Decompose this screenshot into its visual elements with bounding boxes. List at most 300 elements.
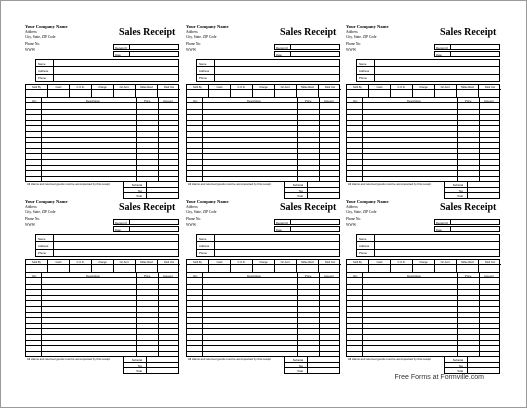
totals-divider bbox=[467, 363, 468, 368]
items-col-label: Price bbox=[465, 274, 472, 278]
customer-row bbox=[197, 67, 339, 74]
payment-col bbox=[435, 260, 457, 272]
items-col-label: Price bbox=[305, 99, 312, 103]
field-label: Date bbox=[276, 227, 282, 232]
totals-label: Tax bbox=[137, 363, 142, 368]
cell-divider bbox=[413, 264, 434, 265]
customer-label: Address bbox=[38, 68, 49, 73]
item-row-line bbox=[347, 148, 499, 149]
payment-col bbox=[187, 85, 209, 97]
payment-col-label: Paid Out bbox=[324, 260, 336, 264]
field-label: Date bbox=[436, 52, 442, 57]
items-header bbox=[26, 98, 178, 103]
payment-col-label: Charge bbox=[419, 85, 428, 89]
column-divider bbox=[136, 273, 137, 356]
items-col-label: Price bbox=[144, 99, 151, 103]
field-label: Receipt # bbox=[436, 220, 448, 225]
item-row-line bbox=[187, 284, 339, 285]
customer-row bbox=[36, 67, 178, 74]
items-col-label: Amount bbox=[163, 274, 173, 278]
item-row-line bbox=[26, 317, 178, 318]
item-row-line bbox=[347, 137, 499, 138]
payment-col bbox=[136, 260, 158, 272]
items-col-label: Description bbox=[407, 99, 421, 103]
item-row-line bbox=[187, 300, 339, 301]
phone-line: Phone No. bbox=[186, 42, 202, 46]
column-divider bbox=[158, 273, 159, 356]
items-col-label: Qty bbox=[193, 274, 198, 278]
totals-label: Subtotal bbox=[452, 183, 463, 187]
field-label: Receipt # bbox=[115, 220, 127, 225]
customer-row bbox=[197, 250, 339, 257]
item-row-line bbox=[26, 120, 178, 121]
row-divider bbox=[214, 242, 215, 248]
item-row-line bbox=[347, 109, 499, 110]
items-header bbox=[347, 98, 499, 103]
cell-divider bbox=[209, 89, 230, 90]
company-name: Your Company Name bbox=[186, 24, 229, 29]
payment-col-label: Mdse Retd bbox=[140, 85, 153, 89]
field-divider bbox=[129, 220, 130, 224]
cell-divider bbox=[457, 89, 478, 90]
receipt-number-field bbox=[434, 44, 500, 50]
item-row-line bbox=[347, 165, 499, 166]
customer-row bbox=[36, 75, 178, 82]
row-divider bbox=[374, 60, 375, 66]
www-line: WWW bbox=[346, 48, 357, 52]
receipt-title: Sales Receipt bbox=[280, 202, 337, 213]
city-line: City, State, ZIP Code bbox=[186, 210, 217, 214]
row-divider bbox=[374, 67, 375, 73]
address-line: Address bbox=[25, 30, 37, 34]
payment-info-table bbox=[186, 259, 340, 273]
payment-col bbox=[479, 85, 501, 97]
cell-divider bbox=[297, 89, 318, 90]
customer-box bbox=[196, 59, 340, 82]
customer-box bbox=[356, 59, 500, 82]
item-row-line bbox=[347, 351, 499, 352]
cell-divider bbox=[369, 89, 390, 90]
payment-col-label: Paid Out bbox=[163, 85, 175, 89]
receipt-number-field bbox=[434, 219, 500, 225]
receipt-number-field bbox=[274, 44, 340, 50]
payment-col bbox=[114, 260, 136, 272]
payment-col bbox=[369, 260, 391, 272]
field-divider bbox=[129, 227, 130, 231]
field-divider bbox=[290, 52, 291, 56]
field-label: Receipt # bbox=[436, 45, 448, 50]
payment-col-label: Cash bbox=[216, 85, 223, 89]
cell-divider bbox=[70, 89, 91, 90]
items-col-label: Amount bbox=[484, 99, 494, 103]
sales-receipt bbox=[346, 199, 501, 374]
totals-label: Tax bbox=[298, 188, 303, 193]
customer-label: Name bbox=[199, 236, 207, 241]
field-label: Receipt # bbox=[115, 45, 127, 50]
payment-col-label: C.O.D. bbox=[397, 260, 406, 264]
payment-info-table bbox=[25, 259, 179, 273]
item-row-line bbox=[347, 323, 499, 324]
customer-box bbox=[196, 234, 340, 257]
customer-row bbox=[357, 75, 499, 82]
item-row-line bbox=[347, 345, 499, 346]
column-divider bbox=[136, 98, 137, 181]
items-col-label: Amount bbox=[324, 274, 334, 278]
return-policy-note: All claims and returned goods must be accompanied by this receipt bbox=[27, 357, 111, 361]
date-field bbox=[274, 51, 340, 57]
cell-divider bbox=[275, 264, 296, 265]
sales-receipt bbox=[186, 199, 341, 374]
item-row-line bbox=[187, 137, 339, 138]
payment-col bbox=[158, 85, 180, 97]
payment-col-label: Charge bbox=[259, 260, 268, 264]
payment-col-label: Cash bbox=[55, 260, 62, 264]
item-row-line bbox=[26, 125, 178, 126]
item-row-line bbox=[187, 328, 339, 329]
payment-col-label: C.O.D. bbox=[76, 260, 85, 264]
field-label: Date bbox=[115, 227, 121, 232]
company-name: Your Company Name bbox=[25, 24, 68, 29]
totals-label: Total bbox=[457, 194, 463, 199]
cell-divider bbox=[26, 264, 47, 265]
item-row-line bbox=[347, 125, 499, 126]
column-divider bbox=[41, 98, 42, 181]
item-row-line bbox=[187, 142, 339, 143]
items-table bbox=[186, 98, 340, 182]
customer-label: Address bbox=[38, 243, 49, 248]
items-col-label: Qty bbox=[32, 99, 37, 103]
customer-row bbox=[36, 242, 178, 249]
field-divider bbox=[450, 227, 451, 231]
field-label: Date bbox=[276, 52, 282, 57]
payment-col bbox=[319, 260, 341, 272]
customer-row bbox=[357, 60, 499, 67]
totals-divider bbox=[146, 368, 147, 374]
field-divider bbox=[450, 220, 451, 224]
cell-divider bbox=[48, 89, 69, 90]
item-row-line bbox=[347, 295, 499, 296]
cell-divider bbox=[158, 264, 180, 265]
item-row-line bbox=[187, 295, 339, 296]
item-row-line bbox=[187, 312, 339, 313]
totals-label: Subtotal bbox=[292, 183, 303, 187]
column-divider bbox=[158, 98, 159, 181]
city-line: City, State, ZIP Code bbox=[25, 210, 56, 214]
items-col-label: Description bbox=[86, 99, 100, 103]
credit-text: Free Forms at Formville.com bbox=[394, 374, 484, 381]
field-divider bbox=[129, 45, 130, 49]
item-row-line bbox=[187, 153, 339, 154]
totals-divider bbox=[146, 193, 147, 199]
totals-divider bbox=[467, 193, 468, 199]
payment-col-label: On Acct. bbox=[440, 260, 451, 264]
payment-col-label: C.O.D. bbox=[397, 85, 406, 89]
cell-divider bbox=[187, 264, 208, 265]
payment-col-label: Cash bbox=[376, 260, 383, 264]
item-row-line bbox=[187, 148, 339, 149]
field-label: Date bbox=[436, 227, 442, 232]
customer-label: Name bbox=[359, 236, 367, 241]
field-divider bbox=[290, 227, 291, 231]
items-table bbox=[346, 273, 500, 357]
totals-box bbox=[444, 182, 500, 199]
payment-col bbox=[275, 260, 297, 272]
item-row-line bbox=[187, 170, 339, 171]
city-line: City, State, ZIP Code bbox=[25, 35, 56, 39]
field-divider bbox=[290, 45, 291, 49]
cell-divider bbox=[435, 89, 456, 90]
payment-col-label: On Acct. bbox=[440, 85, 451, 89]
cell-divider bbox=[369, 264, 390, 265]
www-line: WWW bbox=[25, 223, 36, 227]
receipt-title: Sales Receipt bbox=[440, 202, 497, 213]
payment-col bbox=[413, 260, 435, 272]
return-policy-note: All claims and returned goods must be accompanied by this receipt bbox=[348, 357, 432, 361]
items-table bbox=[25, 98, 179, 182]
payment-col-label: On Acct. bbox=[280, 260, 291, 264]
payment-col bbox=[253, 85, 275, 97]
column-divider bbox=[319, 98, 320, 181]
payment-col-label: Mdse Retd bbox=[301, 260, 314, 264]
cell-divider bbox=[275, 89, 296, 90]
item-row-line bbox=[347, 328, 499, 329]
totals-label: Total bbox=[297, 194, 303, 199]
payment-col-label: Paid Out bbox=[324, 85, 336, 89]
cell-divider bbox=[187, 89, 208, 90]
address-line: Address bbox=[186, 30, 198, 34]
cell-divider bbox=[319, 89, 341, 90]
payment-col bbox=[413, 85, 435, 97]
payment-col bbox=[158, 260, 180, 272]
field-label: Receipt # bbox=[276, 220, 288, 225]
row-divider bbox=[374, 250, 375, 257]
totals-box bbox=[123, 182, 179, 199]
item-row-line bbox=[26, 142, 178, 143]
item-row-line bbox=[26, 306, 178, 307]
item-row-line bbox=[26, 334, 178, 335]
item-row-line bbox=[187, 345, 339, 346]
item-row-line bbox=[187, 125, 339, 126]
item-row-line bbox=[187, 317, 339, 318]
payment-col-label: Sold By bbox=[193, 260, 202, 264]
cell-divider bbox=[391, 89, 412, 90]
payment-col-label: Charge bbox=[98, 260, 107, 264]
sales-receipt bbox=[346, 24, 501, 199]
item-row-line bbox=[26, 153, 178, 154]
items-header bbox=[187, 273, 339, 278]
date-field bbox=[274, 226, 340, 232]
receipt-title: Sales Receipt bbox=[280, 27, 337, 38]
item-row-line bbox=[26, 148, 178, 149]
cell-divider bbox=[48, 264, 69, 265]
totals-label: Total bbox=[136, 369, 142, 374]
customer-label: Phone bbox=[359, 76, 368, 81]
row-divider bbox=[374, 242, 375, 248]
customer-label: Address bbox=[359, 68, 370, 73]
cell-divider bbox=[391, 264, 412, 265]
totals-label: Tax bbox=[458, 188, 463, 193]
items-table bbox=[186, 273, 340, 357]
payment-col bbox=[70, 260, 92, 272]
item-row-line bbox=[26, 340, 178, 341]
payment-col-label: Sold By bbox=[193, 85, 202, 89]
item-row-line bbox=[26, 109, 178, 110]
row-divider bbox=[53, 235, 54, 241]
city-line: City, State, ZIP Code bbox=[346, 35, 377, 39]
customer-row bbox=[357, 242, 499, 249]
totals-divider bbox=[146, 188, 147, 193]
items-col-label: Amount bbox=[163, 99, 173, 103]
totals-label: Total bbox=[297, 369, 303, 374]
customer-label: Name bbox=[38, 236, 46, 241]
items-header bbox=[347, 273, 499, 278]
item-row-line bbox=[26, 170, 178, 171]
address-line: Address bbox=[346, 205, 358, 209]
payment-col-label: Cash bbox=[376, 85, 383, 89]
items-col-label: Qty bbox=[353, 99, 358, 103]
payment-col bbox=[347, 85, 369, 97]
customer-box bbox=[35, 234, 179, 257]
company-name: Your Company Name bbox=[346, 199, 389, 204]
totals-divider bbox=[146, 357, 147, 362]
item-row-line bbox=[26, 165, 178, 166]
payment-info-table bbox=[25, 84, 179, 98]
totals-label: Subtotal bbox=[131, 183, 142, 187]
payment-col-label: On Acct. bbox=[280, 85, 291, 89]
totals-divider bbox=[307, 368, 308, 374]
payment-col-label: Sold By bbox=[353, 260, 362, 264]
totals-row bbox=[285, 368, 339, 374]
item-row-line bbox=[187, 289, 339, 290]
payment-col bbox=[187, 260, 209, 272]
payment-col bbox=[209, 85, 231, 97]
items-header bbox=[187, 98, 339, 103]
customer-label: Phone bbox=[199, 76, 208, 81]
payment-col-label: On Acct. bbox=[119, 260, 130, 264]
phone-line: Phone No. bbox=[25, 217, 41, 221]
receipt-number-field bbox=[113, 219, 179, 225]
item-row-line bbox=[187, 306, 339, 307]
row-divider bbox=[214, 235, 215, 241]
payment-col bbox=[369, 85, 391, 97]
items-col-label: Amount bbox=[324, 99, 334, 103]
totals-label: Total bbox=[457, 369, 463, 374]
item-row-line bbox=[26, 312, 178, 313]
cell-divider bbox=[457, 264, 478, 265]
column-divider bbox=[297, 98, 298, 181]
customer-row bbox=[357, 250, 499, 257]
date-field bbox=[434, 226, 500, 232]
items-col-label: Description bbox=[86, 274, 100, 278]
return-policy-note: All claims and returned goods must be accompanied by this receipt bbox=[27, 182, 111, 186]
cell-divider bbox=[158, 89, 180, 90]
row-divider bbox=[214, 75, 215, 82]
row-divider bbox=[53, 75, 54, 82]
phone-line: Phone No. bbox=[346, 42, 362, 46]
payment-col bbox=[391, 260, 413, 272]
cell-divider bbox=[136, 89, 157, 90]
customer-label: Address bbox=[199, 243, 210, 248]
customer-box bbox=[35, 59, 179, 82]
item-row-line bbox=[347, 176, 499, 177]
item-row-line bbox=[26, 289, 178, 290]
payment-col-label: Paid Out bbox=[163, 260, 175, 264]
payment-col bbox=[231, 85, 253, 97]
payment-col bbox=[70, 85, 92, 97]
item-row-line bbox=[347, 334, 499, 335]
cell-divider bbox=[479, 89, 501, 90]
row-divider bbox=[214, 60, 215, 66]
column-divider bbox=[202, 273, 203, 356]
payment-col bbox=[253, 260, 275, 272]
customer-box bbox=[356, 234, 500, 257]
payment-col bbox=[297, 260, 319, 272]
field-divider bbox=[290, 220, 291, 224]
payment-col bbox=[209, 260, 231, 272]
payment-col bbox=[319, 85, 341, 97]
payment-col-label: Sold By bbox=[353, 85, 362, 89]
payment-col-label: Paid Out bbox=[484, 85, 496, 89]
address-line: Address bbox=[346, 30, 358, 34]
payment-col-label: Paid Out bbox=[484, 260, 496, 264]
cell-divider bbox=[435, 264, 456, 265]
customer-row bbox=[197, 75, 339, 82]
item-row-line bbox=[187, 114, 339, 115]
item-row-line bbox=[347, 142, 499, 143]
payment-col bbox=[26, 85, 48, 97]
cell-divider bbox=[347, 264, 368, 265]
totals-label: Total bbox=[136, 194, 142, 199]
customer-label: Name bbox=[359, 61, 367, 66]
cell-divider bbox=[231, 89, 252, 90]
item-row-line bbox=[347, 284, 499, 285]
company-name: Your Company Name bbox=[346, 24, 389, 29]
payment-col bbox=[275, 85, 297, 97]
return-policy-note: All claims and returned goods must be accompanied by this receipt bbox=[188, 182, 272, 186]
customer-label: Address bbox=[359, 243, 370, 248]
totals-divider bbox=[467, 357, 468, 362]
customer-label: Phone bbox=[38, 76, 47, 81]
totals-divider bbox=[146, 182, 147, 187]
customer-row bbox=[197, 242, 339, 249]
totals-box bbox=[123, 357, 179, 374]
item-row-line bbox=[26, 351, 178, 352]
item-row-line bbox=[347, 153, 499, 154]
item-row-line bbox=[26, 323, 178, 324]
receipt-number-field bbox=[274, 219, 340, 225]
item-row-line bbox=[187, 340, 339, 341]
cell-divider bbox=[114, 89, 135, 90]
totals-divider bbox=[307, 193, 308, 199]
column-divider bbox=[479, 98, 480, 181]
customer-label: Phone bbox=[199, 251, 208, 256]
payment-col bbox=[92, 260, 114, 272]
column-divider bbox=[41, 273, 42, 356]
totals-row bbox=[124, 368, 178, 374]
item-row-line bbox=[26, 131, 178, 132]
payment-info-table bbox=[186, 84, 340, 98]
item-row-line bbox=[347, 131, 499, 132]
totals-label: Subtotal bbox=[292, 358, 303, 362]
payment-col-label: Charge bbox=[98, 85, 107, 89]
www-line: WWW bbox=[346, 223, 357, 227]
payment-col bbox=[92, 85, 114, 97]
payment-col-label: On Acct. bbox=[119, 85, 130, 89]
item-row-line bbox=[347, 159, 499, 160]
totals-label: Tax bbox=[298, 363, 303, 368]
cell-divider bbox=[319, 264, 341, 265]
customer-label: Name bbox=[199, 61, 207, 66]
